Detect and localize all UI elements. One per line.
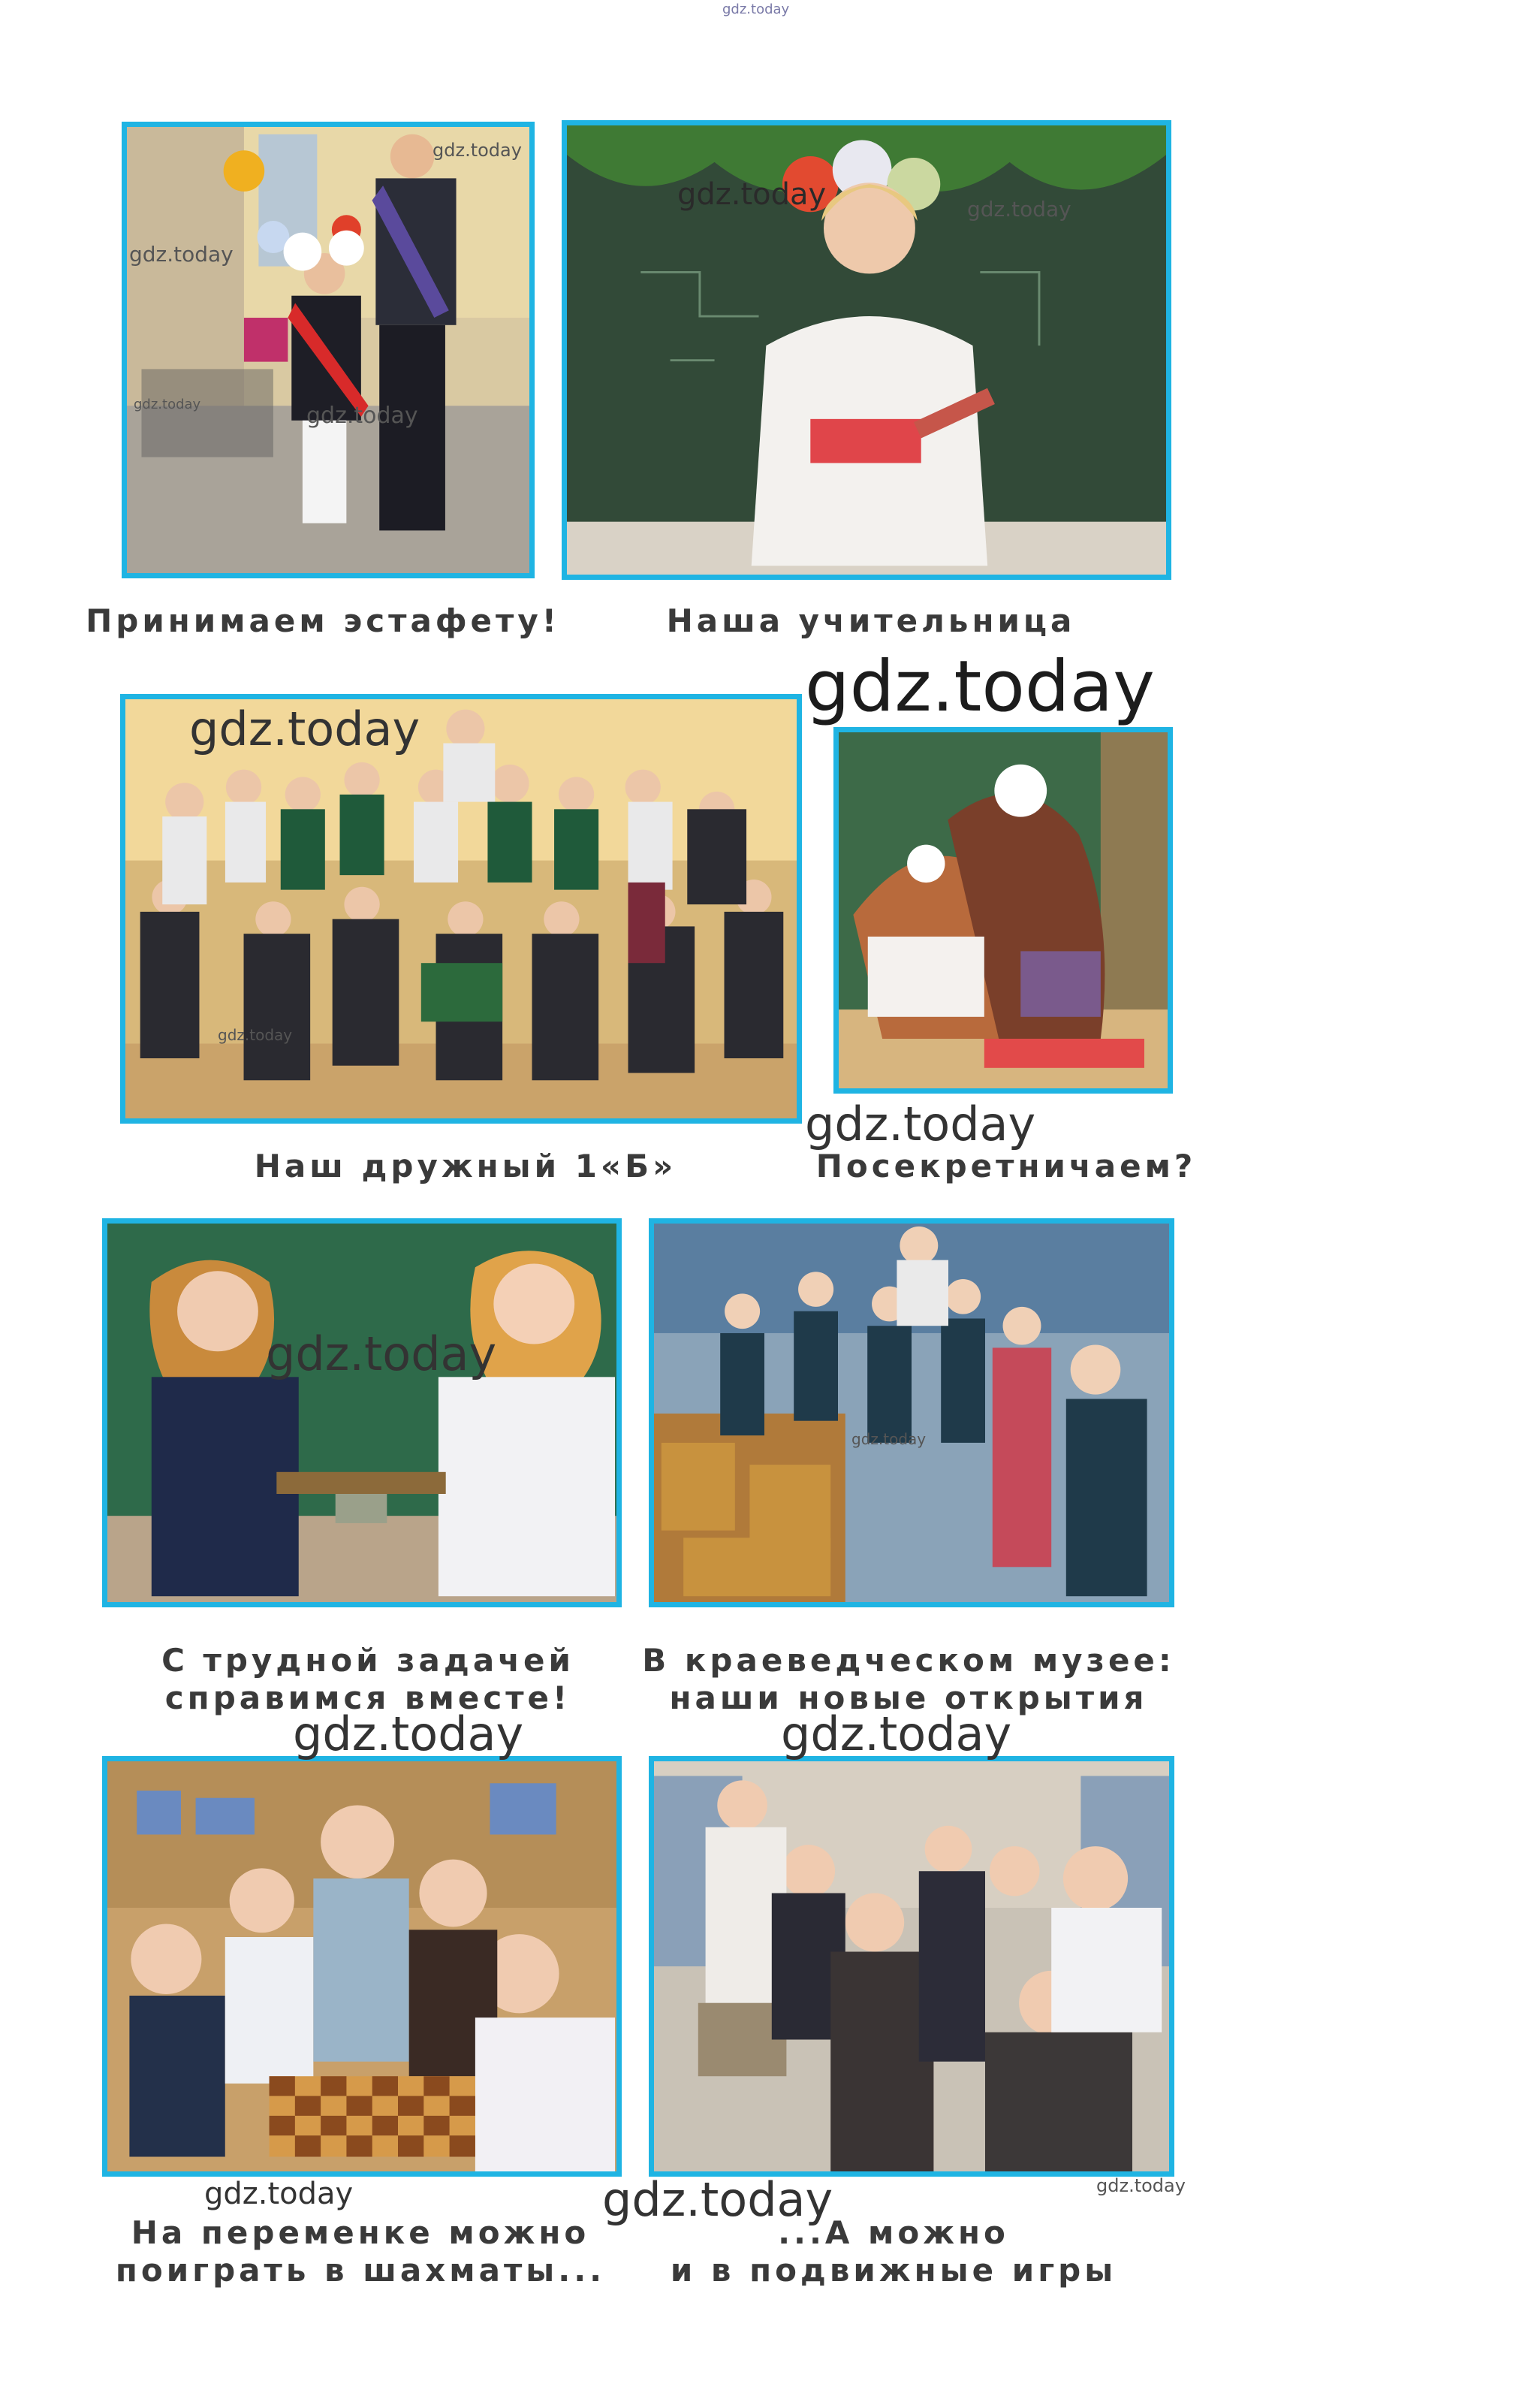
- photo-games: [649, 1756, 1174, 2177]
- photo-task: [102, 1218, 622, 1607]
- watermark: gdz.today: [218, 1026, 293, 1044]
- caption-secrets: Посекретничаем?: [815, 1148, 1197, 1184]
- photo-chess: [102, 1756, 622, 2177]
- watermark: gdz.today: [189, 702, 420, 756]
- watermark: gdz.today: [432, 140, 522, 161]
- caption-relay: Принимаем эстафету!: [86, 602, 560, 639]
- watermark: gdz.today: [851, 1430, 927, 1448]
- caption-museum: В краеведческом музее: наши новые открытия: [642, 1642, 1175, 1716]
- photo-class: [120, 694, 802, 1124]
- photo-relay: [122, 122, 535, 578]
- watermark: gdz.today: [306, 403, 418, 429]
- watermark: gdz.today: [781, 1706, 1012, 1761]
- caption-games: ...А можно и в подвижные игры: [670, 2214, 1117, 2289]
- caption-class: Наш дружный 1«Б»: [254, 1148, 677, 1184]
- photo-museum: [649, 1218, 1174, 1607]
- watermark: gdz.today: [134, 397, 201, 412]
- watermark: gdz.today: [602, 2172, 833, 2227]
- photo-secrets: [833, 727, 1173, 1094]
- watermark: gdz.today: [805, 1097, 1036, 1151]
- watermark: gdz.today: [204, 2177, 354, 2211]
- photo-teacher: [562, 120, 1171, 580]
- watermark: gdz.today: [677, 177, 827, 212]
- caption-chess: На переменке можно поиграть в шахматы...: [115, 2214, 606, 2289]
- watermark: gdz.today: [1096, 2175, 1186, 2196]
- caption-teacher: Наша учительница: [666, 602, 1076, 639]
- caption-task: С трудной задачей справимся вместе!: [161, 1642, 574, 1716]
- watermark: gdz.today: [129, 242, 234, 267]
- watermark-top: gdz.today: [722, 2, 790, 17]
- watermark: gdz.today: [967, 197, 1071, 222]
- watermark: gdz.today: [266, 1326, 497, 1381]
- watermark: gdz.today: [293, 1706, 524, 1761]
- watermark: gdz.today: [805, 646, 1155, 728]
